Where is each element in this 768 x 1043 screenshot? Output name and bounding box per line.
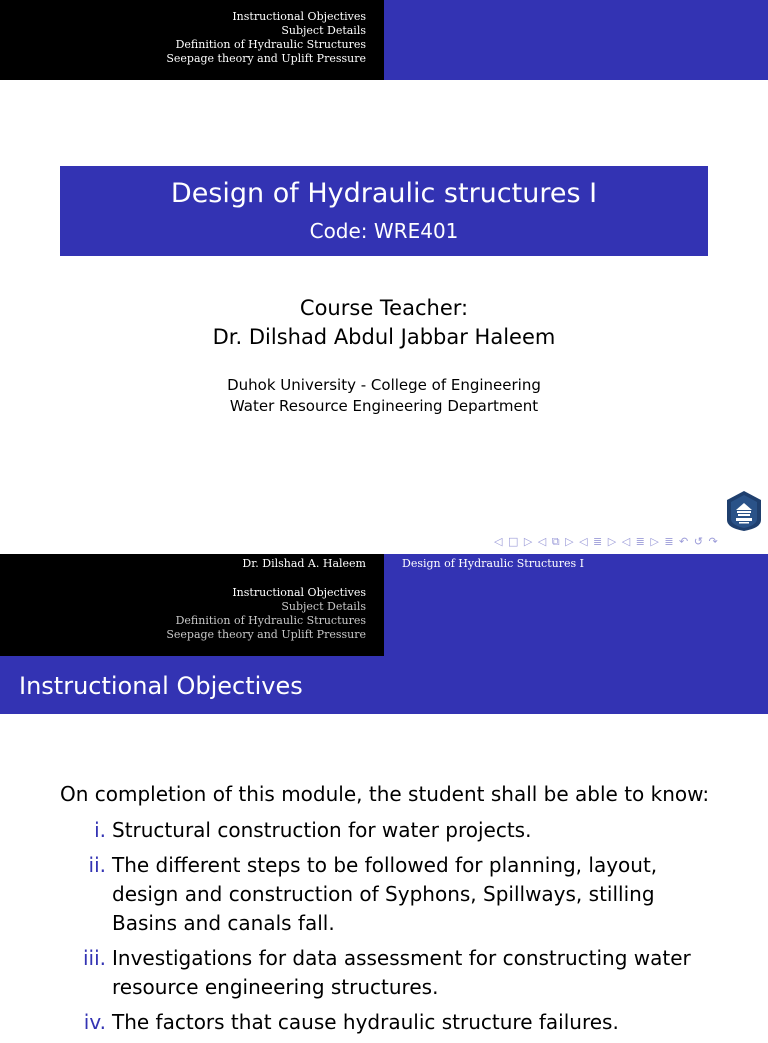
list-item-text: The factors that cause hydraulic structure failures.	[112, 1010, 619, 1034]
frame-title: Instructional Objectives	[19, 672, 303, 700]
nav2-item-definition[interactable]: Definition of Hydraulic Structures	[175, 614, 366, 627]
footer-author: Dr. Dilshad A. Haleem	[242, 557, 366, 570]
list-item-number: iv.	[83, 1010, 106, 1034]
footer-left-panel	[0, 554, 384, 656]
frame-title-bar	[0, 656, 768, 714]
footer-right-panel	[384, 554, 768, 656]
institution-block	[0, 375, 768, 417]
list-item	[60, 1008, 710, 1037]
list-item	[60, 816, 710, 845]
nav-item-seepage[interactable]: Seepage theory and Uplift Pressure	[166, 52, 366, 65]
presentation-title: Design of Hydraulic structures I	[170, 178, 598, 209]
institution-name: Duhok University - College of Engineering	[227, 376, 541, 394]
section-nav-2	[166, 586, 366, 642]
list-item-number: i.	[94, 818, 106, 842]
section-nav	[166, 10, 366, 66]
nav2-item-subject-details[interactable]: Subject Details	[281, 600, 366, 613]
nav-item-definition[interactable]: Definition of Hydraulic Structures	[175, 38, 366, 51]
header-left-panel	[0, 0, 384, 80]
intro-text: On completion of this module, the student shall be able to know:	[60, 782, 710, 806]
nav2-item-seepage[interactable]: Seepage theory and Uplift Pressure	[166, 628, 366, 641]
objectives-list	[60, 816, 710, 1043]
nav2-item-objectives[interactable]: Instructional Objectives	[232, 586, 366, 599]
nav-item-objectives[interactable]: Instructional Objectives	[232, 10, 366, 23]
course-code: Code: WRE401	[309, 219, 459, 243]
footer-title: Design of Hydraulic Structures I	[402, 557, 584, 570]
university-logo-icon	[726, 490, 762, 532]
teacher-block	[0, 294, 768, 352]
title-block	[60, 166, 708, 256]
list-item	[60, 944, 710, 1002]
list-item-text: Structural construction for water projects.	[112, 818, 532, 842]
list-item-number: iii.	[82, 946, 106, 970]
header-right-panel	[384, 0, 768, 80]
nav-item-subject-details[interactable]: Subject Details	[281, 24, 366, 37]
teacher-name: Dr. Dilshad Abdul Jabbar Haleem	[212, 325, 556, 349]
beamer-nav-controls[interactable]: ◁ □ ▷ ◁ ⧉ ▷ ◁ ≣ ▷ ◁ ≣ ▷ ≣ ↶ ↺ ↷	[494, 535, 719, 548]
list-item	[60, 851, 710, 938]
list-item-number: ii.	[88, 853, 106, 877]
list-item-text: The different steps to be followed for planning, layout, design and construction of Syphons, Spillways, stilling Basins and canals fall.	[112, 853, 658, 935]
list-item-text: Investigations for data assessment for constructing water resource engineering structures.	[112, 946, 691, 999]
teacher-label: Course Teacher:	[299, 296, 469, 320]
department-name: Water Resource Engineering Department	[229, 397, 539, 415]
